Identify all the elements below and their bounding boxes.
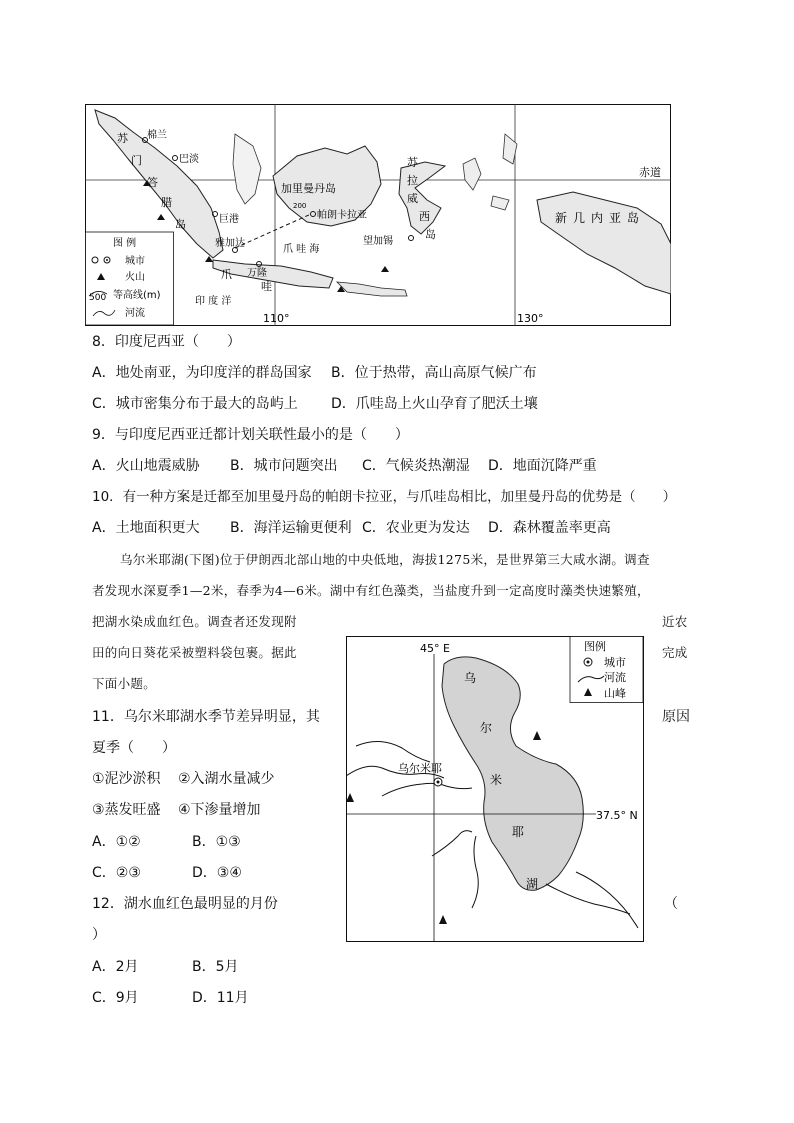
label-java2: 哇 bbox=[261, 280, 272, 293]
legend-volcano: 火山 bbox=[125, 272, 145, 283]
legend-river: 河流 bbox=[125, 308, 145, 319]
label-sula1: 苏 bbox=[407, 156, 418, 169]
label-lake-3: 米 bbox=[490, 773, 503, 787]
legend-peak: 山峰 bbox=[604, 687, 626, 700]
label-lon: 45° E bbox=[420, 642, 450, 655]
legend-contour-val: 500 bbox=[89, 293, 107, 303]
q12-option-d: D．11月 bbox=[192, 990, 249, 1006]
passage-line-1: 乌尔米耶湖(下图)位于伊朗西北部山地的中央低地，海拔1275米，是世界第三大咸水湖。调查 bbox=[120, 552, 650, 567]
label-sula2: 拉 bbox=[407, 174, 418, 187]
legend-title: 图 例 bbox=[113, 238, 137, 249]
urmia-map bbox=[346, 636, 644, 942]
label-guinea: 新几内亚岛 bbox=[555, 211, 646, 225]
label-indian-ocean: 印 度 洋 bbox=[195, 296, 232, 307]
label-lon130: 130° bbox=[517, 312, 544, 325]
passage-line-2: 者发现水深夏季1—2米，春季为4—6米。湖中有红色藻类，当盐度升到一定高度时藻类快速繁殖， bbox=[92, 583, 650, 598]
label-lake-5: 湖 bbox=[526, 877, 539, 891]
q10-option-c: C．农业更为发达 bbox=[362, 520, 470, 536]
legend-city: 城市 bbox=[125, 256, 145, 267]
q8-option-a: A．地处南亚，为印度洋的群岛国家 bbox=[92, 365, 312, 381]
label-lake-1: 乌 bbox=[464, 671, 477, 685]
label-sula5: 岛 bbox=[425, 228, 436, 241]
q11-item-3: ③蒸发旺盛 bbox=[92, 802, 161, 818]
q8-option-c: C．城市密集分布于最大的岛屿上 bbox=[92, 396, 298, 412]
q12-option-b: B．5月 bbox=[192, 959, 239, 975]
q9-option-a: A．火山地震威胁 bbox=[92, 458, 200, 474]
q11-option-b: B．①③ bbox=[192, 834, 241, 850]
label-su3: 答 bbox=[147, 176, 158, 189]
q11-option-c: C．②③ bbox=[92, 865, 141, 881]
q11-stem-b: 原因 bbox=[662, 709, 690, 725]
map2-legend bbox=[570, 637, 643, 703]
label-city-bandung: 万隆 bbox=[247, 268, 267, 279]
label-contour200: 200 bbox=[293, 202, 307, 210]
label-su2: 门 bbox=[131, 154, 142, 167]
q10-option-a: A．土地面积更大 bbox=[92, 520, 200, 536]
passage-line-5: 下面小题。 bbox=[92, 676, 157, 691]
q12-option-a: A．2月 bbox=[92, 959, 139, 975]
label-city-wangjiaxi: 望加锡 bbox=[363, 236, 393, 247]
label-sula4: 西 bbox=[419, 210, 430, 223]
q11-stem-a: 11．乌尔米耶湖水季节差异明显，其 bbox=[92, 709, 320, 725]
label-sula3: 威 bbox=[407, 192, 418, 205]
passage-line-4b: 完成 bbox=[662, 645, 688, 660]
q11-option-a: A．①② bbox=[92, 834, 141, 850]
map1-legend bbox=[86, 232, 174, 325]
q8-option-d: D．爪哇岛上火山孕育了肥沃土壤 bbox=[331, 396, 538, 412]
q9-stem: 9．与印度尼西亚迁都计划关联性最小的是（ ） bbox=[92, 427, 409, 443]
q10-option-d: D．森林覆盖率更高 bbox=[488, 520, 611, 536]
q12-stem: 12．湖水血红色最明显的月份 bbox=[92, 896, 278, 912]
label-kalimantan: 加里曼丹岛 bbox=[281, 182, 336, 195]
label-lon110: 110° bbox=[263, 312, 290, 325]
q11-stem-c: 夏季（ ） bbox=[92, 740, 176, 756]
q11-item-1: ①泥沙淤积 bbox=[92, 771, 161, 787]
label-su5: 岛 bbox=[175, 218, 186, 231]
label-su4: 腊 bbox=[161, 196, 172, 209]
legend-title: 图例 bbox=[584, 640, 606, 653]
q8-stem: 8．印度尼西亚（ ） bbox=[92, 334, 241, 350]
label-lake-2: 尔 bbox=[480, 721, 493, 735]
q10-stem: 10．有一种方案是迁都至加里曼丹岛的帕朗卡拉亚，与爪哇岛相比，加里曼丹岛的优势是（ ） bbox=[92, 489, 677, 505]
label-lat: 37.5° N bbox=[596, 809, 638, 822]
q12-option-c: C．9月 bbox=[92, 990, 139, 1006]
indonesia-map bbox=[85, 104, 671, 326]
label-city-palangka: 帕朗卡拉亚 bbox=[317, 210, 367, 221]
q11-item-2: ②入湖水量减少 bbox=[178, 771, 275, 787]
label-java-sea: 爪 哇 海 bbox=[283, 244, 320, 255]
q12-paren-close: ） bbox=[92, 927, 106, 943]
q9-option-b: B．城市问题突出 bbox=[230, 458, 338, 474]
label-lake-4: 耶 bbox=[512, 825, 525, 839]
label-city-jakarta: 雅加达 bbox=[215, 238, 245, 249]
q9-option-d: D．地面沉降严重 bbox=[488, 458, 597, 474]
q10-option-b: B．海洋运输更便利 bbox=[230, 520, 352, 536]
label-city-jugang: 巨港 bbox=[219, 214, 239, 225]
label-city: 乌尔米耶 bbox=[398, 762, 442, 775]
passage-line-3a: 把湖水染成血红色。调查者还发现附 bbox=[92, 614, 297, 629]
passage-line-4a: 田的向日葵花采被塑料袋包裹。据此 bbox=[92, 645, 297, 660]
legend-city: 城市 bbox=[604, 656, 626, 669]
label-su1: 苏 bbox=[117, 132, 128, 145]
legend-contour: 等高线(m) bbox=[113, 290, 161, 301]
label-java1: 爪 bbox=[221, 268, 232, 281]
label-city-fulan: 棉兰 bbox=[147, 130, 167, 141]
passage-line-3b: 近农 bbox=[662, 614, 688, 629]
q11-option-d: D．③④ bbox=[192, 865, 242, 881]
q9-option-c: C．气候炎热潮湿 bbox=[362, 458, 470, 474]
label-equator: 赤道 bbox=[639, 166, 661, 179]
label-city-baling: 巴淡 bbox=[179, 154, 199, 165]
legend-river: 河流 bbox=[604, 671, 626, 684]
q12-paren-open: （ bbox=[664, 896, 678, 912]
q8-option-b: B．位于热带，高山高原气候广布 bbox=[331, 365, 537, 381]
q11-item-4: ④下渗量增加 bbox=[178, 802, 261, 818]
